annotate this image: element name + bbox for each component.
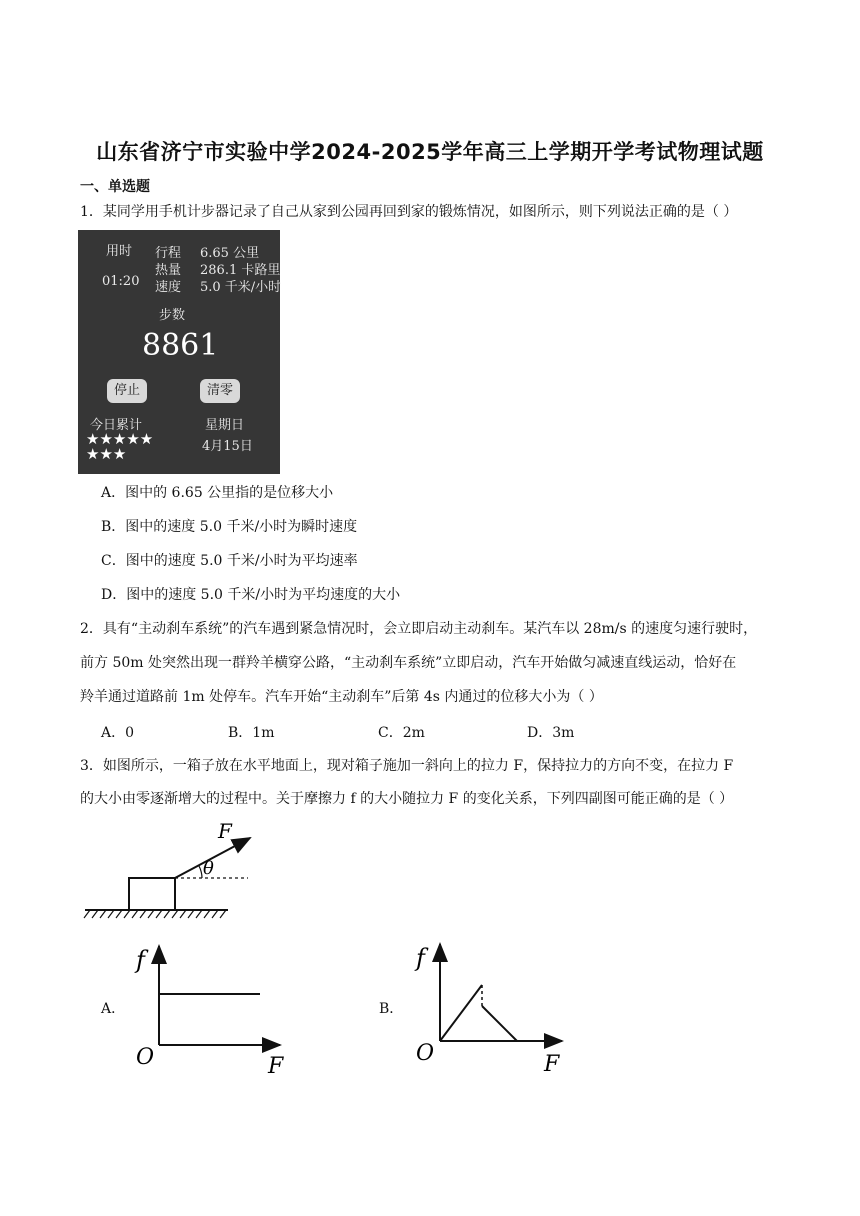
today-label: 今日累计 [90, 418, 143, 433]
angle-label: θ [203, 858, 214, 879]
graph-b-x-label: F [544, 1052, 560, 1077]
box-force-diagram [80, 818, 260, 918]
graph-a [130, 938, 300, 1078]
q2-choice-d: D．3m [527, 725, 575, 741]
q3-line-1: 3．如图所示，一箱子放在水平地面上，现对箱子施加一斜向上的拉力 F，保持拉力的方向不变，在拉力 F [80, 758, 734, 774]
q1-stem: 1．某同学用手机计步器记录了自己从家到公园再回到家的锻炼情况，如图所示，则下列说法正确的是（ ） [80, 204, 738, 220]
calories-label: 热量 [155, 263, 182, 278]
graph-a-option: A． [101, 1001, 126, 1017]
q2-line-2: 前方 50m 处突然出现一群羚羊横穿公路，“主动刹车系统”立即启动，汽车开始做匀减速直线运动，恰好在 [80, 655, 737, 671]
graph-a-origin: O [136, 1045, 155, 1070]
box [129, 878, 175, 910]
rating-stars-row1: ★★★★★ [86, 430, 154, 448]
distance-label: 行程 [155, 246, 182, 261]
graph-b-rising-segment [440, 985, 482, 1041]
q1-option-d: D．图中的速度 5.0 千米/小时为平均速度的大小 [101, 587, 401, 603]
q1-option-a: A．图中的 6.65 公里指的是位移大小 [101, 485, 334, 501]
force-label: F [218, 819, 232, 843]
q2-choice-c: C．2m [378, 725, 425, 741]
q2-choice-a: A．0 [101, 725, 135, 741]
weekday: 星期日 [205, 418, 245, 433]
graph-b-option: B． [379, 1001, 404, 1017]
q1-option-c: C．图中的速度 5.0 千米/小时为平均速率 [101, 553, 358, 569]
angle-arc [199, 866, 202, 878]
section-heading: 一、单选题 [80, 179, 150, 195]
q2-choice-b: B．1m [228, 725, 275, 741]
graph-a-y-label: f [136, 946, 145, 974]
q2-line-3: 羚羊通过道路前 1m 处停车。汽车开始“主动刹车”后第 4s 内通过的位移大小为（ ） [80, 689, 603, 705]
q1-option-b: B．图中的速度 5.0 千米/小时为瞬时速度 [101, 519, 358, 535]
date: 4月15日 [202, 439, 253, 454]
q2-line-1: 2．具有“主动刹车系统”的汽车遇到紧急情况时，会立即启动主动刹车。某汽车以 28m/s 的速度匀速行驶时， [80, 621, 758, 637]
speed-label: 速度 [155, 280, 182, 295]
graph-b-origin: O [416, 1041, 435, 1066]
reset-button: 清零 [200, 379, 240, 403]
graph-b-y-label: f [416, 944, 425, 972]
ground-hatching [84, 910, 226, 918]
rating-stars-row2: ★★★ [86, 445, 127, 463]
graph-b [412, 938, 582, 1078]
stop-button: 停止 [107, 379, 147, 403]
speed-value: 5.0 千米/小时 [200, 280, 282, 295]
time-value: 01:20 [102, 274, 140, 289]
steps-label: 步数 [159, 308, 186, 323]
document-title: 山东省济宁市实验中学2024-2025学年高三上学期开学考试物理试题 [96, 140, 764, 164]
distance-value: 6.65 公里 [200, 246, 260, 261]
calories-value: 286.1 卡路里 [200, 263, 281, 278]
graph-b-falling-segment [482, 1006, 517, 1041]
time-label: 用时 [106, 244, 133, 259]
pedometer-screenshot [78, 230, 280, 474]
graph-a-x-label: F [268, 1054, 284, 1079]
steps-value: 8861 [142, 328, 219, 363]
q3-line-2: 的大小由零逐渐增大的过程中。关于摩擦力 f 的大小随拉力 F 的变化关系，下列四副图可能正确的是（ ） [80, 791, 734, 807]
